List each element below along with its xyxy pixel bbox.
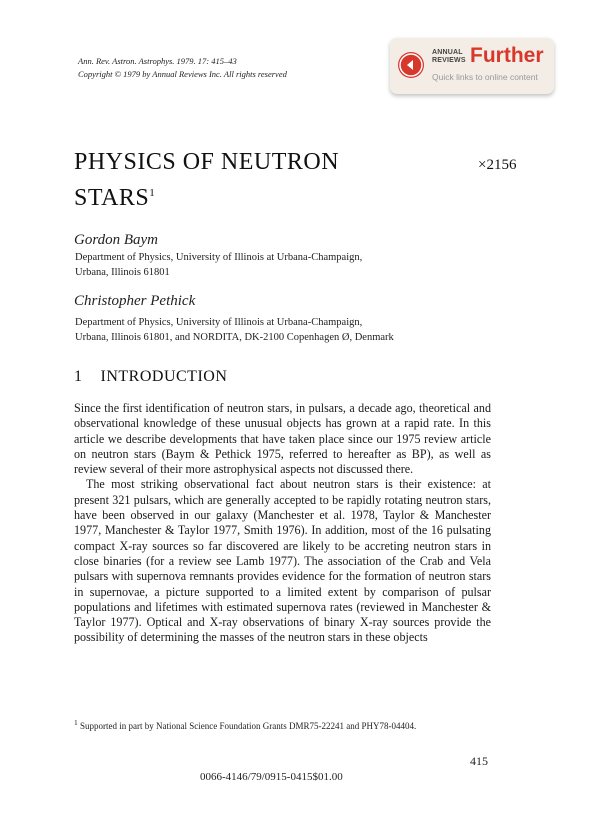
page-number: 415 xyxy=(470,754,488,768)
affiliation-line: Department of Physics, University of Illinois at Urbana-Champaign, xyxy=(75,252,363,263)
copyright-line: Copyright © 1979 by Annual Reviews Inc. All rights reserved xyxy=(78,69,287,79)
footnote-text: Supported in part by National Science Foundation Grants DMR75-22241 and PHY78-04404. xyxy=(80,721,417,731)
article-code: ×2156 xyxy=(478,157,517,173)
journal-citation xyxy=(78,55,287,81)
body-text xyxy=(74,401,491,646)
affiliation-line: Department of Physics, University of Illinois at Urbana-Champaign, xyxy=(75,317,363,328)
annual-reviews-further-badge[interactable] xyxy=(390,38,554,94)
footnote-marker: 1 xyxy=(149,187,156,199)
further-label: Further xyxy=(470,44,544,67)
title-line: PHYSICS OF NEUTRON xyxy=(74,149,340,175)
annual-reviews-brand: ANNUAL REVIEWS xyxy=(432,49,466,64)
play-arrow-icon xyxy=(398,52,424,78)
article-title xyxy=(74,147,339,214)
section-heading xyxy=(74,368,227,386)
author-affiliation xyxy=(75,250,475,280)
footnote xyxy=(74,716,491,733)
paragraph: The most striking observational fact about neutron stars is their existence: at present 321 pulsars, which are generally accepted to be rapidly rotating neutron stars, have been observed in our galaxy (Manchester et al. 1978, Taylor & Manchester 1977, Manchester & Taylor 1977, Smith 1976). In addition, most of the 16 pulsating compact X-ray sources so far discovered are likely to be accreting neutron stars in close binaries (for a review see Lamb 1977). The association of the Crab and Vela pulsars with supernova remnants provides evidence for the formation of neutron stars in supernovae, a picture supported to a limited extent by comparison of pulsar populations and lifetimes with estimated supernova rates (reviewed in Manchester & Taylor 1977). Optical and X-ray observations of binary X-ray sources provide the possibility of determining the masses of the neutron stars in these objects xyxy=(74,477,491,645)
author-name: Christopher Pethick xyxy=(74,293,196,309)
author-name: Gordon Baym xyxy=(74,232,159,248)
paragraph: Since the first identification of neutron stars, in pulsars, a decade ago, theoretical and observational knowledge of these unusual objects has grown at a rapid rate. In this article we describe developments that have taken place since our 1975 review article on neutron stars (Baym & Pethick 1975, referred to hereafter as BP), as well as review several of their more astrophysical aspects not discussed there. xyxy=(74,401,491,477)
section-number: 1 xyxy=(74,368,83,385)
affiliation-line: Urbana, Illinois 61801 xyxy=(75,267,170,278)
section-title: INTRODUCTION xyxy=(100,368,228,385)
author-affiliation xyxy=(75,315,495,345)
affiliation-line: Urbana, Illinois 61801, and NORDITA, DK-2100 Copenhagen Ø, Denmark xyxy=(75,332,394,343)
further-subtitle: Quick links to online content xyxy=(432,72,538,82)
footnote-mark: 1 xyxy=(74,718,78,727)
title-line: STARS$^1$ xyxy=(74,185,156,211)
journal-citation-line: Ann. Rev. Astron. Astrophys. 1979. 17: 415–43 xyxy=(78,56,237,66)
issn-line: 0066-4146/79/0915-0415$01.00 xyxy=(200,771,343,783)
